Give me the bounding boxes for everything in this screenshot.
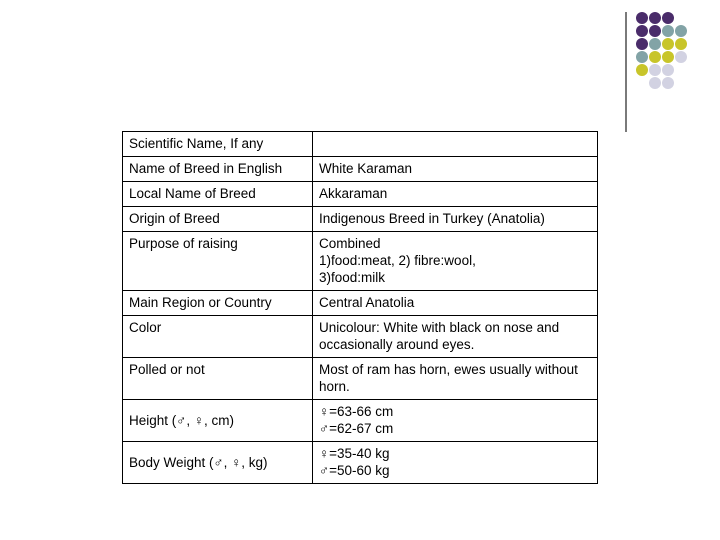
table-row [123,132,598,157]
row-label: Height (♂, ♀, cm) [123,400,313,442]
row-label: Body Weight (♂, ♀, kg) [123,442,313,484]
table-row [123,207,598,232]
row-label: Scientific Name, If any [123,132,313,157]
table-row [123,358,598,400]
row-label: Name of Breed in English [123,157,313,182]
decorative-dot [636,25,648,37]
row-label: Color [123,316,313,358]
decorative-dot [649,12,661,24]
table-row [123,442,598,484]
decorative-dot [662,25,674,37]
decorative-dot [675,51,687,63]
row-value: Unicolour: White with black on nose and occasionally around eyes. [313,316,598,358]
decorative-dot [662,38,674,50]
table-row [123,182,598,207]
row-value: Most of ram has horn, ewes usually without horn. [313,358,598,400]
row-value: ♀=63-66 cm ♂=62-67 cm [313,400,598,442]
row-value: Akkaraman [313,182,598,207]
row-label: Main Region or Country [123,291,313,316]
table-row [123,400,598,442]
decorative-dot [649,38,661,50]
decorative-dot [636,51,648,63]
table-row [123,157,598,182]
decorative-dot-grid [0,0,720,120]
table-row [123,232,598,291]
decorative-dot [649,25,661,37]
decorative-dot [649,77,661,89]
decorative-dot [636,64,648,76]
decorative-dot [649,51,661,63]
decorative-dot [662,12,674,24]
decorative-dot [636,38,648,50]
decorative-dot [649,64,661,76]
row-value: Indigenous Breed in Turkey (Anatolia) [313,207,598,232]
decorative-dot [662,51,674,63]
decorative-dot [662,64,674,76]
decorative-dot [675,38,687,50]
decorative-dot [636,12,648,24]
row-value: Combined 1)food:meat, 2) fibre:wool, 3)food:milk [313,232,598,291]
decorative-dot [675,25,687,37]
breed-info-table [122,131,598,484]
decorative-dot [662,77,674,89]
row-value: White Karaman [313,157,598,182]
decorative-vertical-line [625,12,627,132]
table-row [123,291,598,316]
row-label: Local Name of Breed [123,182,313,207]
row-label: Polled or not [123,358,313,400]
row-label: Origin of Breed [123,207,313,232]
row-value: ♀=35-40 kg ♂=50-60 kg [313,442,598,484]
table-row [123,316,598,358]
row-value: Central Anatolia [313,291,598,316]
row-label: Purpose of raising [123,232,313,291]
row-value [313,132,598,157]
